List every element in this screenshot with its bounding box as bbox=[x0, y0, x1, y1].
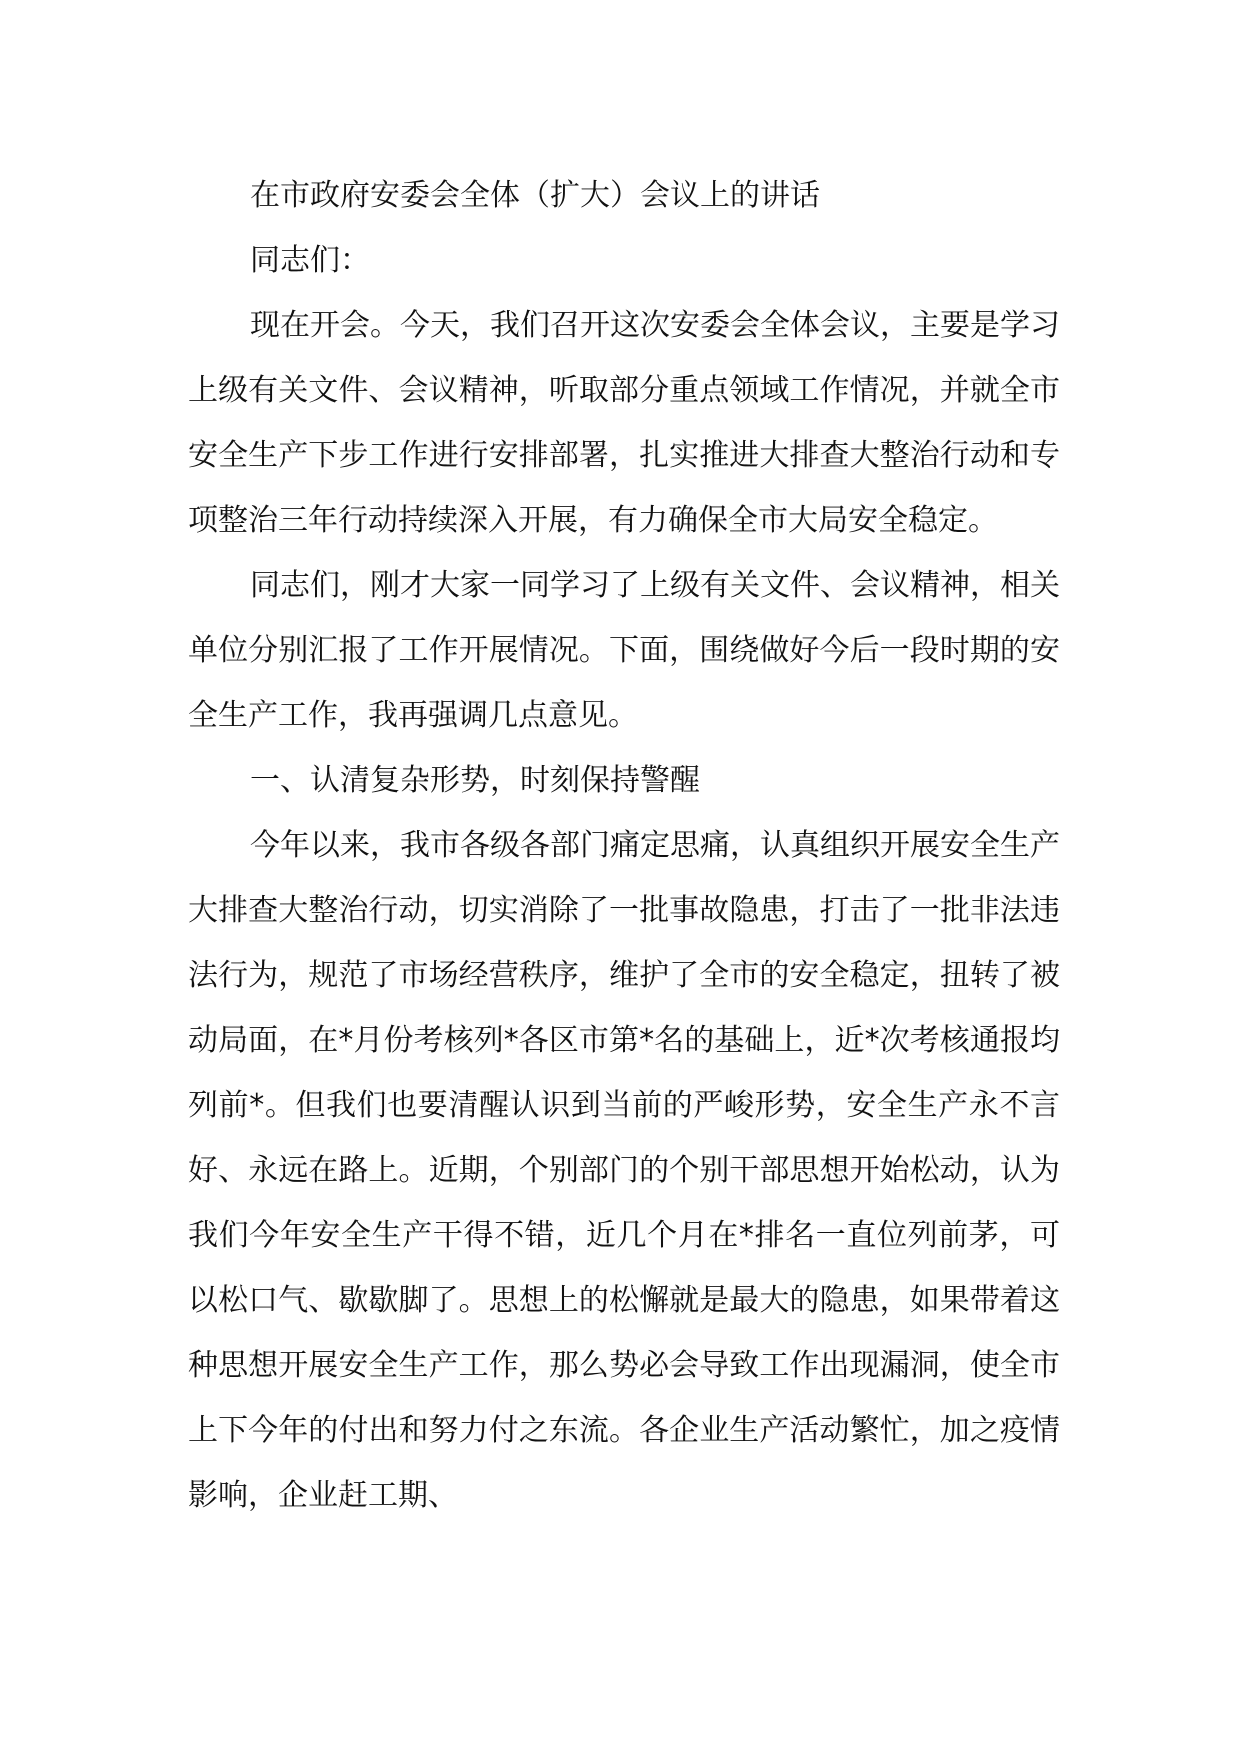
section-heading: 一、认清复杂形势，时刻保持警醒 bbox=[250, 763, 700, 798]
document-title: 在市政府安委会全体（扩大）会议上的讲话 bbox=[250, 178, 820, 213]
document-body bbox=[188, 163, 1060, 1528]
opening-paragraph: 现在开会。今天，我们召开这次安委会全体会议，主要是学习上级有关文件、会议精神，听取部分重点领域工作情况，并就全市安全生产下步工作进行安排部署，扎实推进大排查大整治行动和专项整治三年行动持续深入开展，有力确保全市大局安全稳定。 bbox=[188, 308, 1060, 538]
salutation: 同志们： bbox=[250, 243, 370, 278]
second-paragraph: 同志们，刚才大家一同学习了上级有关文件、会议精神，相关单位分别汇报了工作开展情况。下面，围绕做好今后一段时期的安全生产工作，我再强调几点意见。 bbox=[188, 568, 1060, 733]
section-paragraph: 今年以来，我市各级各部门痛定思痛，认真组织开展安全生产大排查大整治行动，切实消除了一批事故隐患，打击了一批非法违法行为，规范了市场经营秩序，维护了全市的安全稳定，扭转了被动局面，在*月份考核列*各区市第*名的基础上，近*次考核通报均列前*。但我们也要清醒认识到当前的严峻形势，安全生产永不言好、永远在路上。近期，个别部门的个别干部思想开始松动，认为我们今年安全生产干得不错，近几个月在*排名一直位列前茅，可以松口气、歇歇脚了。思想上的松懈就是最大的隐患，如果带着这种思想开展安全生产工作，那么势必会导致工作出现漏洞，使全市上下今年的付出和努力付之东流。各企业生产活动繁忙，加之疫情影响，企业赶工期、 bbox=[188, 828, 1060, 1513]
